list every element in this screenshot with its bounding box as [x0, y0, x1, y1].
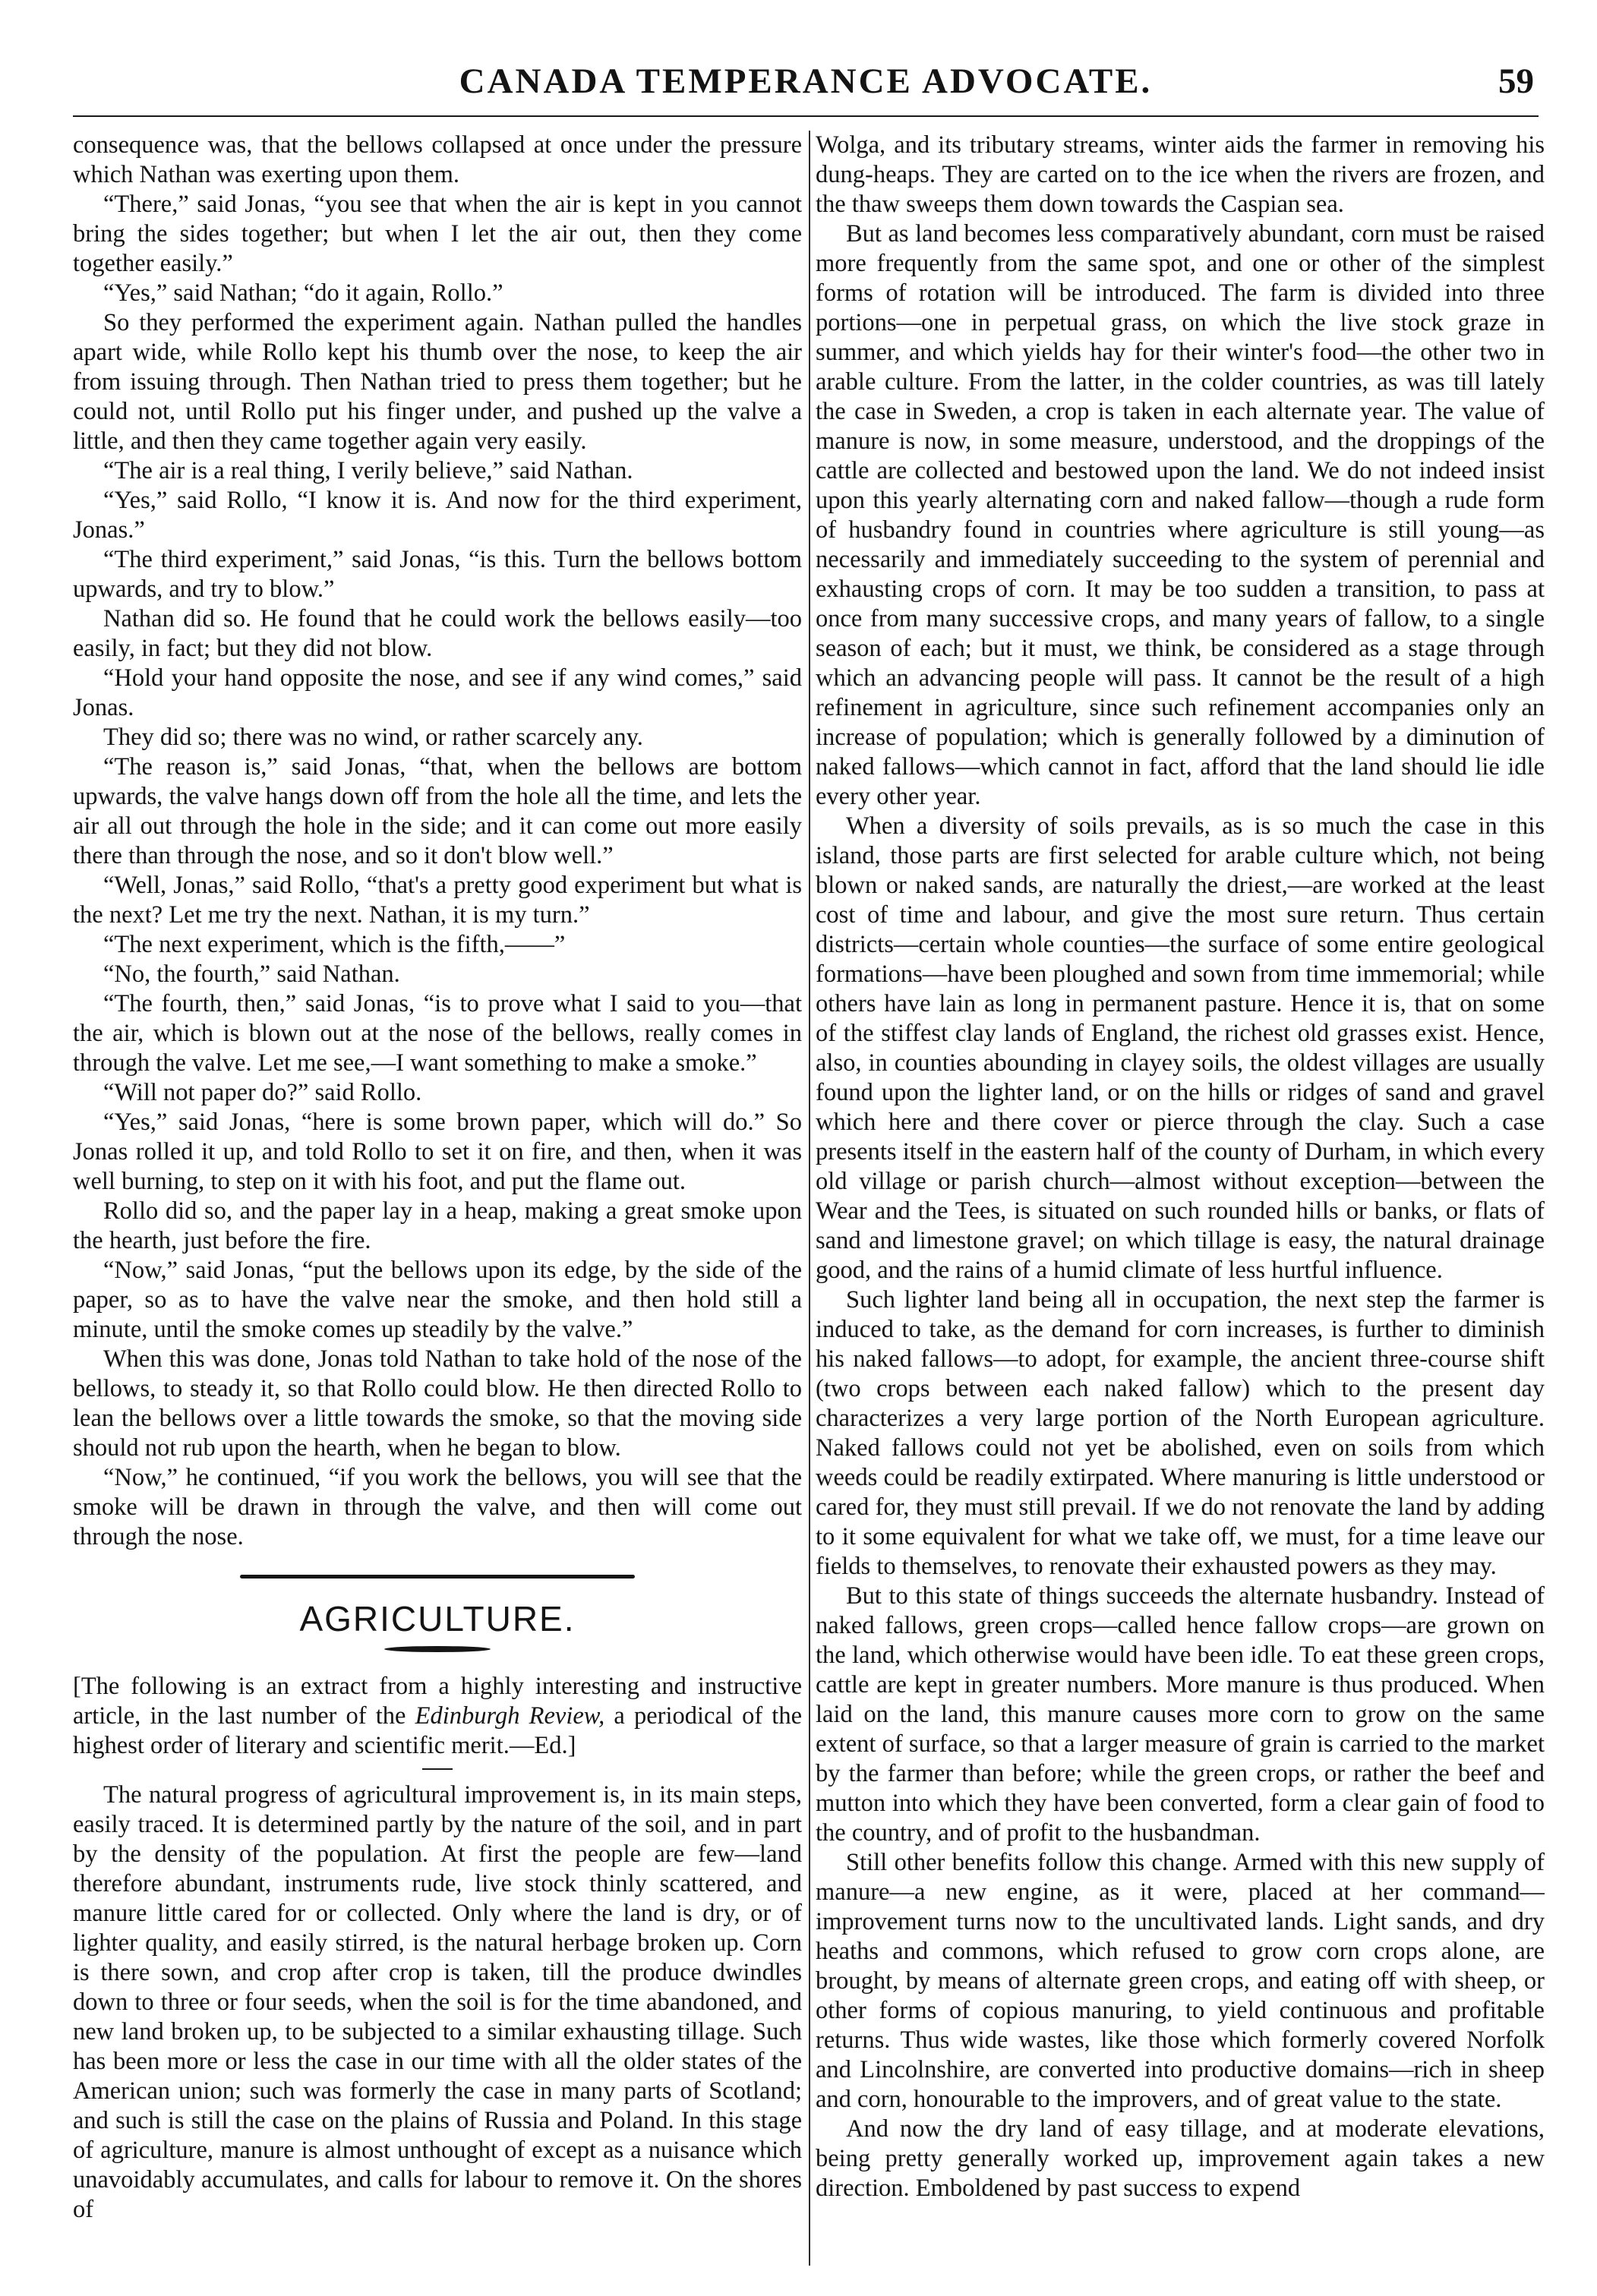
story-paragraph: “The reason is,” said Jonas, “that, when the bellows are bottom upwards, the valve hangs down off from the hole all the time, and lets the air all out through the hole in the side; and it can come out more easily there than through the nose, and so it don't blow well.” [73, 753, 802, 869]
story-paragraph: “The next experiment, which is the fifth,——” [103, 931, 566, 958]
story-paragraph: “Now,” he continued, “if you work the bellows, you will see that the smoke will be drawn in through the valve, and then will come out through the nose. [73, 1464, 802, 1550]
story-paragraph: “No, the fourth,” said Nathan. [103, 960, 400, 988]
column-rule [809, 131, 810, 2266]
story-paragraph: consequence was, that the bellows collapsed at once under the pressure which Nathan was exerting upon them. [73, 131, 802, 188]
story-paragraph: “Will not paper do?” said Rollo. [103, 1079, 422, 1106]
story-paragraph: “Well, Jonas,” said Rollo, “that's a pretty good experiment but what is the next? Let me try the next. Nathan, it is my turn.” [73, 872, 802, 929]
story-paragraph: “Yes,” said Jonas, “here is some brown paper, which will do.” So Jonas rolled it up, and told Rollo to set it on fire, and then, when it was well burning, to step on it with his foot, and put the flame out. [73, 1109, 802, 1195]
page-number: 59 [1498, 62, 1534, 101]
section-divider-rule [240, 1575, 635, 1578]
article-paragraph: Such lighter land being all in occupation, the next step the farmer is induced to take, as the demand for corn increases, is further to diminish his naked fallows—to adopt, for example, the ancient three-course shift (two crops between each naked fallow) which to the present day characterizes a very large portion of the North European agriculture. Naked fallows could not yet be abolished, even on soils from which weeds could be readily extirpated. Where manuring is little understood or cared for, they must still prevail. If we do not renovate the land by adding to it some equivalent for what we take off, we must, for a time leave our fields to themselves, to renovate their exhausted powers as they may. [816, 1286, 1545, 1580]
article-paragraph: Still other benefits follow this change. Armed with this new supply of manure—a new engine, as it were, placed at her command—improvement turns now to the uncultivated lands. Light sands, and dry heaths and commons, which refused to grow corn crops alone, are brought, by means of alternate green crops, and eating off with sheep, or other forms of copious manuring, to yield continuous and profitable returns. Thus wide wastes, like those which formerly covered Norfolk and Lincolnshire, are converted into productive domains—rich in sheep and corn, honourable to the improvers, and of great value to the state. [816, 1849, 1545, 2113]
article-paragraph: And now the dry land of easy tillage, and at moderate elevations, being pretty generally worked up, improvement again takes a new direction. Emboldened by past success to expend [816, 2115, 1545, 2202]
article-paragraph: But as land becomes less comparatively abundant, corn must be raised more frequently from the same spot, and one or other of the simplest forms of rotation will be introduced. The farm is divided into three portions—one in perpetual grass, on which the live stock graze in summer, and which yields hay for their winter's food—the other two in arable culture. From the latter, in the colder countries, as was till lately the case in Sweden, a crop is taken in each alternate year. The value of manure is now, in some measure, understood, and the droppings of the cattle are collected and bestowed upon the land. We do not indeed insist upon this yearly alternating corn and naked fallow—though a rude form of husbandry found in countries where agriculture is still young—as necessarily and immediately succeeding to the system of perennial and exhausting crops of corn. It may be too sudden a transition, to pass at once from many successive crops, and many years of fallow, to a single season of each; but it must, we think, be considered as a stage through which an advancing people will pass. It cannot be the result of a high refinement in agriculture, since such refinement accompanies only an increase of population; which is generally followed by a diminution of naked fallows—which cannot in fact, afford that the land should lie idle every other year. [816, 220, 1545, 810]
story-paragraph: “The fourth, then,” said Jonas, “is to prove what I said to you—that the air, which is blown out at the nose of the bellows, really comes in through the valve. Let me see,—I want something to make a smoke.” [73, 990, 802, 1077]
story-paragraph: “Yes,” said Nathan; “do it again, Rollo.” [103, 279, 503, 307]
story-paragraph: They did so; there was no wind, or rather scarcely any. [103, 724, 643, 751]
story-paragraph: Rollo did so, and the paper lay in a heap, making a great smoke upon the hearth, just before the fire. [73, 1197, 802, 1254]
short-rule [422, 1768, 453, 1770]
editorial-note [73, 1672, 802, 1761]
editorial-note-before: [The following is an extract from a highly interesting and instructive article, in the last number of the [73, 1673, 802, 1730]
page-header [73, 55, 1539, 117]
article-paragraph: When a diversity of soils prevails, as is so much the case in this island, those parts are first selected for arable culture which, not being blown or naked sands, are naturally the driest,—are worked at the least cost of time and labour, and give the most sure return. Thus certain districts—certain whole counties—the surface of some entire geological formations—have been ploughed and sown from time immemorial; while others have lain as long in permanent pasture. Hence it is, that on some of the stiffest clay lands of England, the richest old grasses exist. Hence, also, in counties abounding in clayey soils, the oldest villages are usually found upon the lighter land, or on the hills or ridges of sand and gravel which here and there cover or pierce through the clay. Such a case presents itself in the eastern half of the county of Durham, in which every old village or parish church—almost without exception—between the Wear and the Tees, is situated on such rounded hills or banks, or flats of sand and limestone gravel; on which tillage is easy, the natural drainage good, and the rains of a humid climate of less hurtful influence. [816, 812, 1545, 1284]
section-heading: AGRICULTURE. [299, 1599, 576, 1638]
publication-title: Edinburgh Review, [415, 1702, 605, 1730]
article-paragraph: Wolga, and its tributary streams, winter aids the farmer in removing his dung-heaps. They are carted on to the ice when the rivers are frozen, and the thaw sweeps them down towards the Caspian sea. [816, 131, 1545, 218]
story-paragraph: “There,” said Jonas, “you see that when the air is kept in you cannot bring the sides together; but when I let the air out, then they come together easily.” [73, 191, 802, 277]
story-paragraph: “Hold your hand opposite the nose, and see if any wind comes,” said Jonas. [73, 664, 802, 721]
story-paragraph: “Yes,” said Rollo, “I know it is. And now for the third experiment, Jonas.” [73, 487, 802, 544]
editorial-note-after: a periodical of the highest order of literary and scientific merit.—Ed.] [73, 1702, 802, 1760]
story-paragraph: “Now,” said Jonas, “put the bellows upon its edge, by the side of the paper, so as to have the valve near the smoke, and then hold still a minute, until the smoke comes up steadily by the valve.” [73, 1257, 802, 1343]
right-column [816, 131, 1545, 2266]
heading-ornament [384, 1646, 491, 1652]
story-paragraph: So they performed the experiment again. Nathan pulled the handles apart wide, while Rollo kept his thumb over the nose, to keep the air from issuing through. Then Nathan tried to press them together; but he could not, until Rollo put his finger under, and pushed up the valve a little, and then they came together again very easily. [73, 309, 802, 455]
story-paragraph: Nathan did so. He found that he could work the bellows easily—too easily, in fact; but they did not blow. [73, 605, 802, 662]
page-title: CANADA TEMPERANCE ADVOCATE. [459, 62, 1153, 101]
article-paragraph: The natural progress of agricultural improvement is, in its main steps, easily traced. It is determined partly by the nature of the soil, and in part by the density of the population. At first the people are few—land therefore abundant, instruments rude, live stock thinly scattered, and manure little cared for or collected. Only where the land is dry, or of lighter quality, and easily stirred, is the natural herbage broken up. Corn is there sown, and crop after crop is taken, till the produce dwindles down to three or four seeds, when the soil is for the time abandoned, and new land broken up, to be subjected to a similar exhausting tillage. Such has been more or less the case in our time with all the older states of the American union; such was formerly the case in many parts of Scotland; and such is still the case on the plains of Russia and Poland. In this stage of agriculture, manure is almost unthought of except as a nuisance which unavoidably accumulates, and calls for labour to remove it. On the shores of [73, 1781, 802, 2224]
story-paragraph: “The third experiment,” said Jonas, “is this. Turn the bellows bottom upwards, and try to blow.” [73, 546, 802, 603]
article-paragraph: But to this state of things succeeds the alternate husbandry. Instead of naked fallows, green crops—called hence fallow crops—are grown on the land, which otherwise would have been idle. To eat these green crops, cattle are kept in greater numbers. More manure is thus produced. When laid on the land, this manure causes more corn to grow on the same extent of surface, so that a larger measure of grain is carried to the market by the farmer than before; while the green crops, or rather the beef and mutton into which they have been converted, form a clear gain of food to the country, and of profit to the husbandman. [816, 1582, 1545, 1847]
story-paragraph: When this was done, Jonas told Nathan to take hold of the nose of the bellows, to steady it, so that Rollo could blow. He then directed Rollo to lean the bellows over a little towards the smoke, so that the moving side should not rub upon the hearth, when he began to blow. [73, 1345, 802, 1462]
left-column [73, 131, 802, 2266]
story-paragraph: “The air is a real thing, I verily believe,” said Nathan. [103, 457, 633, 484]
